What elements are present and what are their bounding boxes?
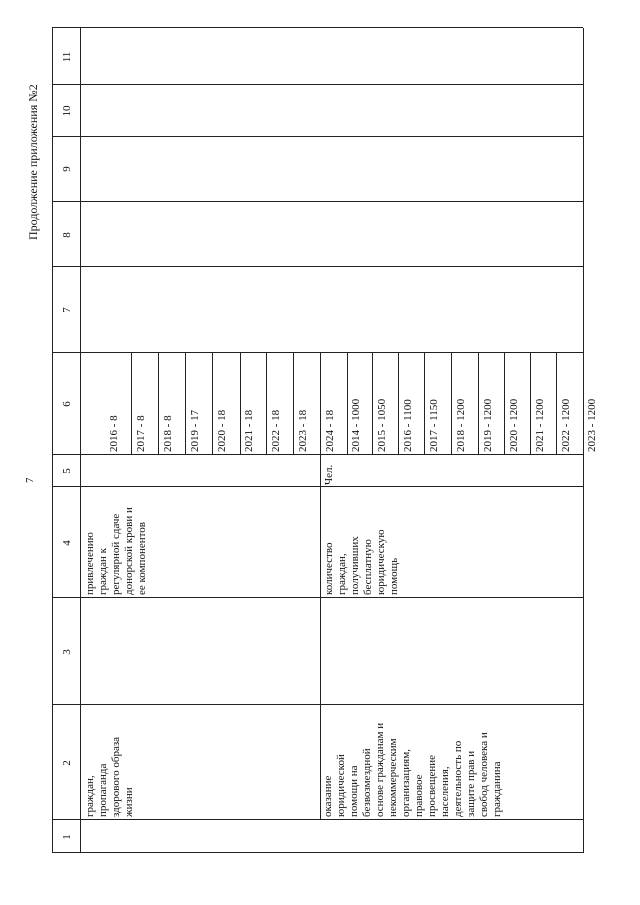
year-value: 2018 - 1200: [455, 398, 467, 452]
c6-line: [347, 353, 348, 455]
row-divider: [320, 455, 321, 820]
year-value: 2024 - 18: [324, 409, 336, 452]
col-number-7: 7: [61, 307, 73, 313]
col-border-9: [52, 136, 583, 137]
c6-line: [293, 353, 294, 455]
c6-line: [372, 353, 373, 455]
row1-col4-text: привлечению граждан к регулярной сдаче донорской крови и ее компонентов: [84, 507, 148, 595]
c6-line: [478, 353, 479, 455]
c6-line: [266, 353, 267, 455]
col-border-4: [52, 486, 583, 487]
table-top-border: [52, 28, 53, 853]
c6-line: [185, 353, 186, 455]
c6-line: [556, 353, 557, 455]
year-value: 2016 - 8: [108, 415, 120, 452]
row2-col2-text: оказание юридической помощи на безвозмездной основе гражданам и некоммерческим организациям, правовое просвещение населения, деятельность по защите прав и свобод человека и гражданина: [322, 722, 503, 817]
year-value: 2019 - 17: [189, 409, 201, 452]
c6-line: [131, 353, 132, 455]
year-value: 2023 - 1200: [586, 398, 598, 452]
year-value: 2017 - 8: [135, 415, 147, 452]
appendix-note: Продолжение приложения №2: [26, 84, 40, 240]
c6-line: [504, 353, 505, 455]
col-border-8: [52, 201, 583, 202]
year-value: 2022 - 18: [270, 409, 282, 452]
col-border-2: [52, 704, 583, 705]
c6-line: [530, 353, 531, 455]
year-value: 2021 - 1200: [534, 398, 546, 452]
col-border-3: [52, 597, 583, 598]
year-value: 2015 - 1050: [376, 398, 388, 452]
col-number-2: 2: [61, 760, 73, 766]
c6-line: [320, 353, 321, 455]
year-value: 2022 - 1200: [560, 398, 572, 452]
year-value: 2018 - 8: [162, 415, 174, 452]
col-number-1: 1: [61, 834, 73, 840]
c6-line: [398, 353, 399, 455]
col-number-11: 11: [61, 51, 73, 63]
col-border-1: [52, 819, 583, 820]
year-value: 2016 - 1100: [402, 399, 414, 452]
col-border-0: [52, 852, 583, 853]
col-border-11: [52, 27, 583, 28]
year-value: 2020 - 1200: [508, 398, 520, 452]
col-number-5: 5: [61, 468, 73, 474]
col-number-9: 9: [61, 166, 73, 172]
year-value: 2014 - 1000: [350, 398, 362, 452]
table-bottom-border: [583, 28, 584, 853]
row1-col2-text: граждан, пропаганда здорового образа жизни: [84, 736, 135, 817]
year-value: 2017 - 1150: [428, 399, 440, 452]
col-number-3: 3: [61, 649, 73, 655]
row2-col4-text: количество граждан, получивших бесплатную юридическую помощь: [323, 529, 400, 595]
row2-col5-unit: Чел.: [323, 464, 335, 485]
year-value: 2023 - 18: [297, 409, 309, 452]
col-border-7: [52, 266, 583, 267]
year-value: 2021 - 18: [243, 409, 255, 452]
col-border-10: [52, 84, 583, 85]
year-value: 2019 - 1200: [482, 398, 494, 452]
col-number-8: 8: [61, 232, 73, 238]
header-row-divider: [80, 28, 81, 853]
col-number-6: 6: [61, 401, 73, 407]
page-number: 7: [24, 477, 36, 483]
c6-line: [424, 353, 425, 455]
c6-line: [451, 353, 452, 455]
col-number-10: 10: [61, 105, 73, 117]
col-number-4: 4: [61, 540, 73, 546]
c6-line: [240, 353, 241, 455]
c6-line: [212, 353, 213, 455]
c6-line: [158, 353, 159, 455]
year-value: 2020 - 18: [216, 409, 228, 452]
